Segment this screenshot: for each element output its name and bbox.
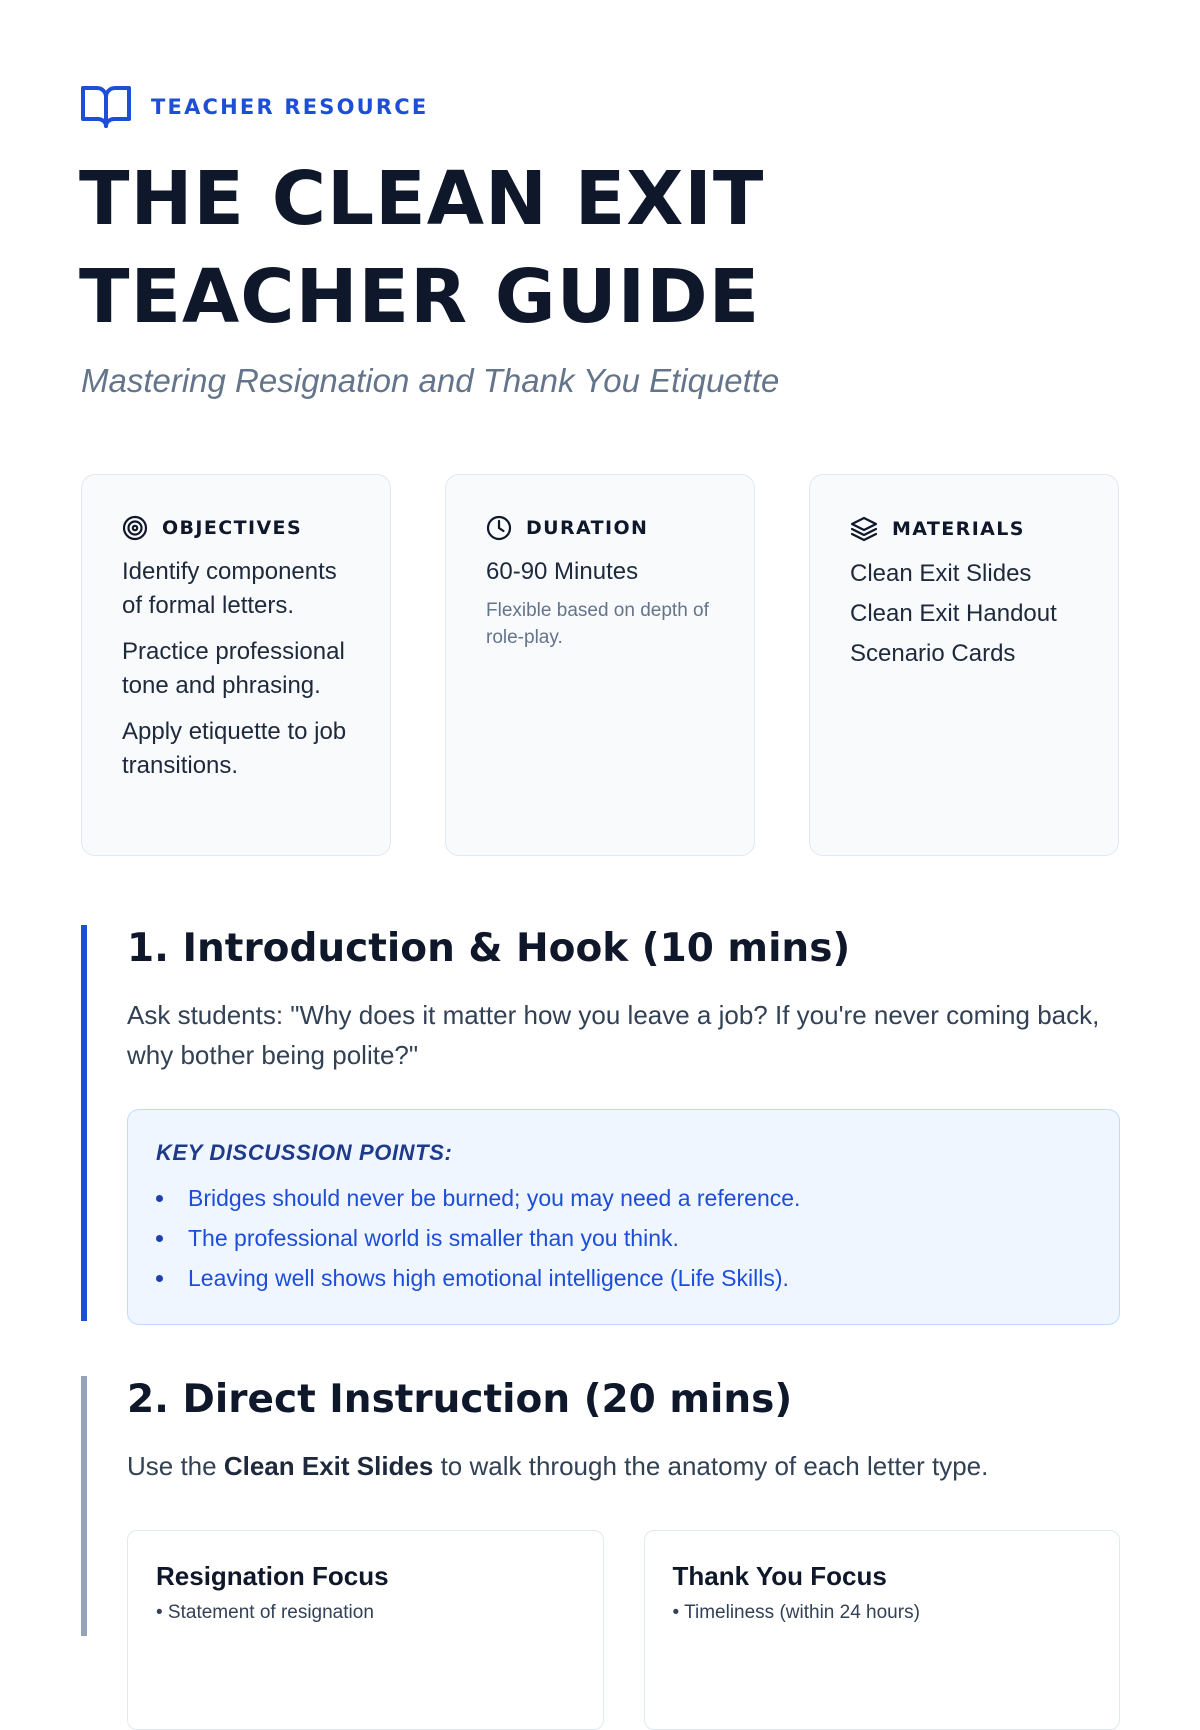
section-text bbox=[127, 1446, 1120, 1486]
discussion-points bbox=[156, 1178, 1091, 1298]
material-item: Clean Exit Slides bbox=[850, 560, 1032, 587]
section-accent-bar bbox=[81, 925, 87, 1321]
duration-note: Flexible based on depth of role-play. bbox=[486, 600, 709, 648]
title-line-1: THE CLEAN EXIT bbox=[79, 156, 765, 242]
open-book-icon bbox=[81, 84, 131, 130]
slides-reference: Clean Exit Slides bbox=[223, 1451, 434, 1481]
focus-item: • Timeliness (within 24 hours) bbox=[672, 1602, 920, 1623]
discussion-point: The professional world is smaller than you think. bbox=[188, 1218, 1091, 1258]
materials-list bbox=[850, 557, 1078, 671]
duration-value: 60-90 Minutes bbox=[486, 558, 639, 585]
card-label: MATERIALS bbox=[892, 518, 1025, 540]
materials-card bbox=[809, 474, 1119, 856]
objective-item: Practice professional tone and phrasing. bbox=[122, 638, 345, 699]
objectives-list bbox=[122, 555, 350, 783]
duration-card bbox=[445, 474, 755, 856]
section-title: 1. Introduction & Hook (10 mins) bbox=[127, 926, 851, 971]
resignation-focus-card bbox=[127, 1530, 604, 1730]
focus-title: Thank You Focus bbox=[672, 1561, 887, 1591]
discussion-callout bbox=[127, 1109, 1120, 1325]
focus-item: • Statement of resignation bbox=[156, 1602, 374, 1623]
target-icon bbox=[122, 515, 148, 541]
eyebrow bbox=[81, 84, 428, 130]
objective-item: Identify components of formal letters. bbox=[122, 558, 337, 619]
section-introduction bbox=[81, 925, 1120, 1321]
text-part: Use the bbox=[127, 1451, 224, 1481]
objective-item: Apply etiquette to job transitions. bbox=[122, 718, 347, 779]
page-subtitle: Mastering Resignation and Thank You Etiquette bbox=[81, 362, 780, 399]
callout-title: KEY DISCUSSION POINTS: bbox=[156, 1140, 453, 1165]
focus-title: Resignation Focus bbox=[156, 1561, 389, 1591]
overview-cards bbox=[81, 474, 1120, 856]
page-title bbox=[79, 150, 764, 346]
clock-icon bbox=[486, 515, 512, 541]
material-item: Scenario Cards bbox=[850, 640, 1016, 667]
focus-cards bbox=[127, 1530, 1120, 1730]
duration-body bbox=[486, 555, 714, 589]
card-header bbox=[122, 515, 350, 541]
card-label: OBJECTIVES bbox=[162, 517, 303, 539]
section-accent-bar bbox=[81, 1376, 87, 1636]
section-text: Ask students: "Why does it matter how you leave a job? If you're never coming back, why bother being polite?" bbox=[127, 1000, 1100, 1070]
eyebrow-label: TEACHER RESOURCE bbox=[151, 95, 429, 119]
discussion-point: Bridges should never be burned; you may need a reference. bbox=[188, 1178, 1091, 1218]
objectives-card bbox=[81, 474, 391, 856]
material-item: Clean Exit Handout bbox=[850, 600, 1057, 627]
layers-icon bbox=[850, 515, 878, 543]
section-direct-instruction bbox=[81, 1376, 1120, 1636]
discussion-point: Leaving well shows high emotional intelligence (Life Skills). bbox=[188, 1258, 1091, 1298]
card-label: DURATION bbox=[526, 517, 649, 539]
text-part: to walk through the anatomy of each letter type. bbox=[433, 1451, 989, 1481]
card-header bbox=[486, 515, 714, 541]
title-line-2: TEACHER GUIDE bbox=[79, 254, 761, 340]
card-header bbox=[850, 515, 1078, 543]
thank-you-focus-card bbox=[644, 1530, 1121, 1730]
section-title: 2. Direct Instruction (20 mins) bbox=[127, 1377, 793, 1422]
